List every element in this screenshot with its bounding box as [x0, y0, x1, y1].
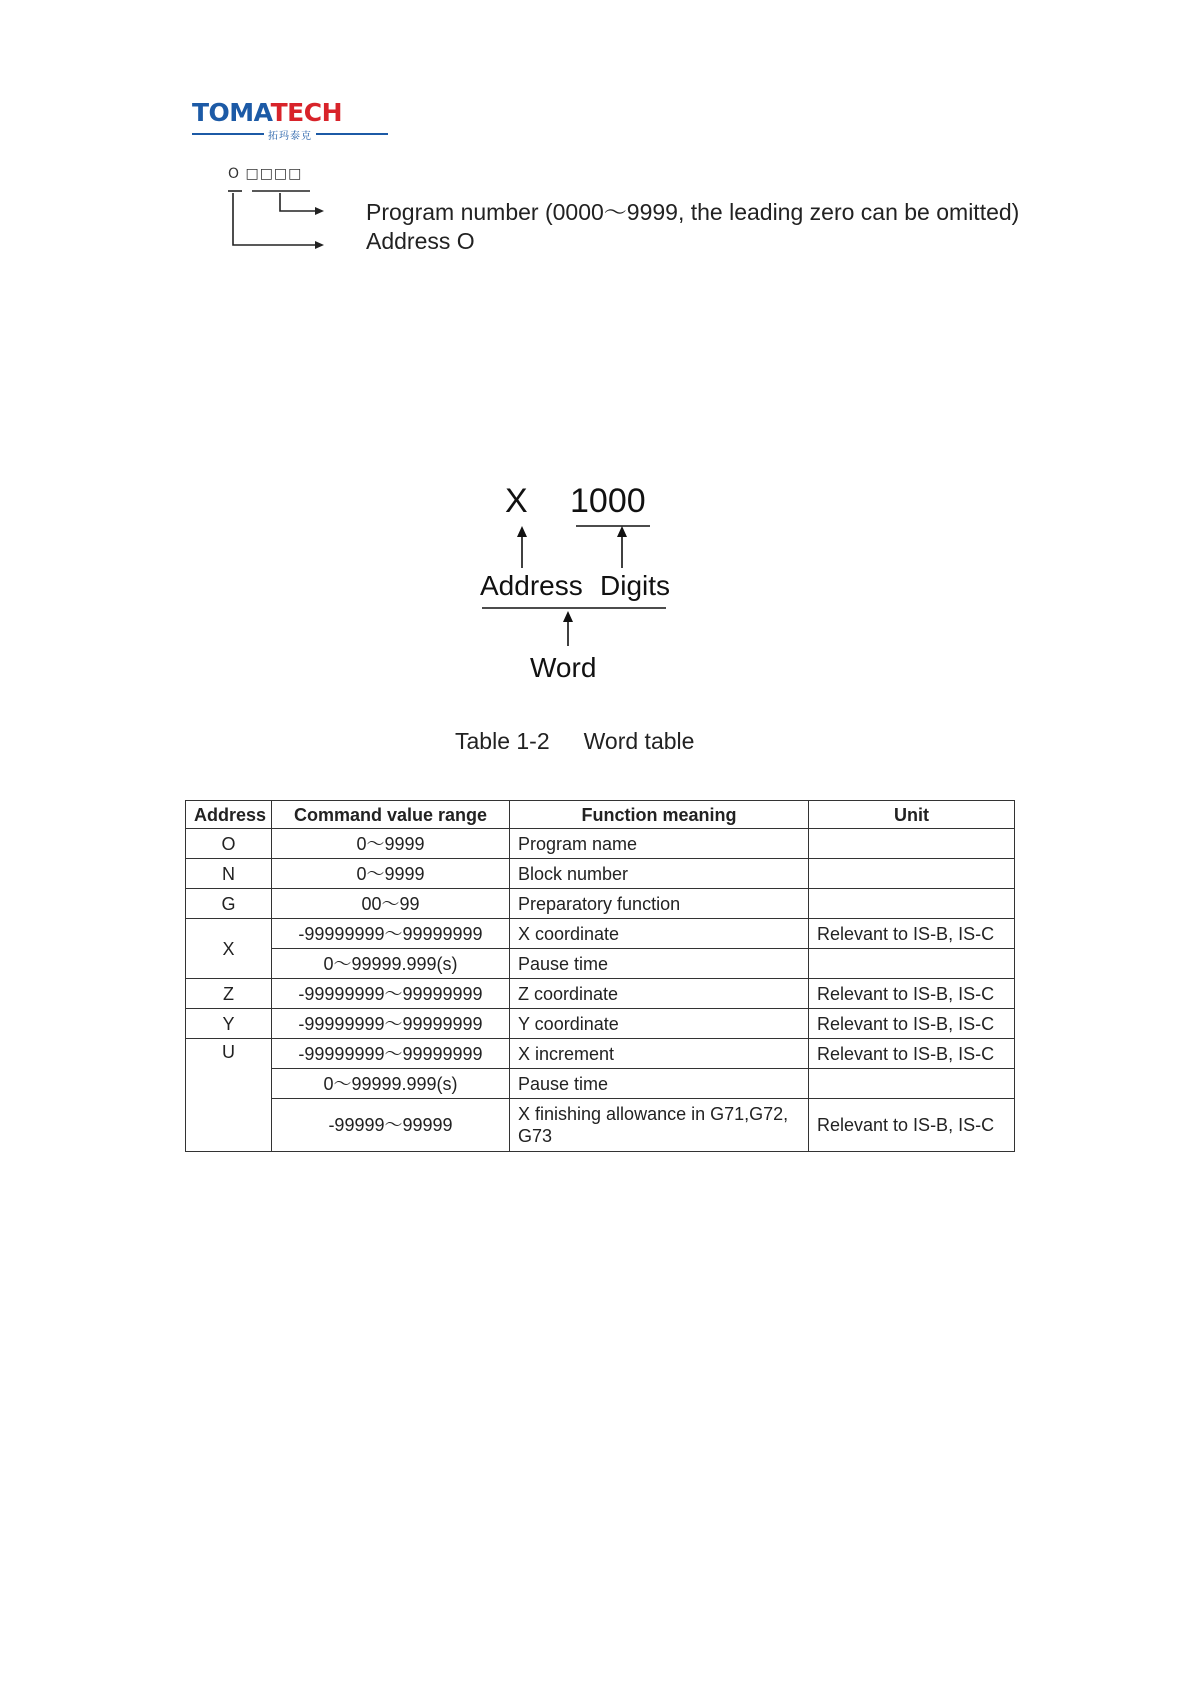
cell-unit: Relevant to IS-B, IS-C	[809, 979, 1015, 1009]
cell-meaning: Program name	[510, 829, 809, 859]
cell-range: 0～9999	[272, 829, 510, 859]
cell-range: -99999999～99999999	[272, 919, 510, 949]
program-number-arrows	[220, 185, 330, 255]
cell-address: Y	[186, 1009, 272, 1039]
header-address: Address	[186, 801, 272, 829]
cell-address: U	[186, 1039, 272, 1152]
cell-address: G	[186, 889, 272, 919]
cell-meaning: X finishing allowance in G71,G72, G73	[510, 1099, 809, 1152]
cell-range: -99999～99999	[272, 1099, 510, 1152]
cell-range: -99999999～99999999	[272, 1039, 510, 1069]
table-header-row	[186, 801, 1015, 829]
table-row	[186, 919, 1015, 949]
cell-meaning: Pause time	[510, 1069, 809, 1099]
word-diagram-arrows	[440, 470, 680, 660]
cell-address: X	[186, 919, 272, 979]
cell-address: O	[186, 829, 272, 859]
cell-meaning: Block number	[510, 859, 809, 889]
header-function-meaning: Function meaning	[510, 801, 809, 829]
table-row	[186, 829, 1015, 859]
cell-range: 0～99999.999(s)	[272, 949, 510, 979]
table-caption-title: Word table	[583, 728, 695, 754]
cell-meaning: Z coordinate	[510, 979, 809, 1009]
program-number-pattern: O □□□□	[228, 166, 303, 182]
cell-unit	[809, 1069, 1015, 1099]
tomatech-logo	[192, 100, 388, 142]
table-caption-number: Table 1-2	[455, 728, 550, 754]
cell-address: Z	[186, 979, 272, 1009]
table-caption	[455, 728, 694, 755]
table-row	[186, 1009, 1015, 1039]
word-label: Word	[530, 652, 597, 683]
cell-unit: Relevant to IS-B, IS-C	[809, 1009, 1015, 1039]
cell-range: -99999999～99999999	[272, 1009, 510, 1039]
word-address-letter: X	[505, 482, 528, 520]
program-number-description: Program number (0000～9999, the leading zero can be omitted)	[366, 199, 1020, 225]
word-address-label: Address	[480, 570, 583, 601]
cell-unit	[809, 889, 1015, 919]
cell-range: -99999999～99999999	[272, 979, 510, 1009]
cell-unit: Relevant to IS-B, IS-C	[809, 919, 1015, 949]
cell-meaning: X increment	[510, 1039, 809, 1069]
table-row	[186, 949, 1015, 979]
cell-range: 00～99	[272, 889, 510, 919]
header-unit: Unit	[809, 801, 1015, 829]
logo-subtitle: 拓玛泰克	[268, 130, 312, 142]
word-table	[185, 800, 1015, 1152]
cell-meaning: X coordinate	[510, 919, 809, 949]
address-o-label: Address O	[366, 228, 475, 254]
table-row	[186, 1039, 1015, 1069]
header-command-value-range: Command value range	[272, 801, 510, 829]
cell-unit	[809, 829, 1015, 859]
cell-range: 0～9999	[272, 859, 510, 889]
cell-unit	[809, 859, 1015, 889]
cell-meaning: Preparatory function	[510, 889, 809, 919]
cell-unit: Relevant to IS-B, IS-C	[809, 1039, 1015, 1069]
table-row	[186, 1099, 1015, 1152]
cell-meaning: Pause time	[510, 949, 809, 979]
cell-range: 0～99999.999(s)	[272, 1069, 510, 1099]
word-digits-value: 1000	[570, 482, 646, 520]
table-row	[186, 889, 1015, 919]
cell-unit	[809, 949, 1015, 979]
word-digits-label: Digits	[600, 570, 671, 601]
table-row	[186, 859, 1015, 889]
logo-subtitle-row	[192, 127, 388, 141]
cell-meaning: Y coordinate	[510, 1009, 809, 1039]
logo-wordmark: TOMATECH	[192, 98, 342, 127]
table-row	[186, 979, 1015, 1009]
cell-address: N	[186, 859, 272, 889]
cell-unit: Relevant to IS-B, IS-C	[809, 1099, 1015, 1152]
table-row	[186, 1069, 1015, 1099]
